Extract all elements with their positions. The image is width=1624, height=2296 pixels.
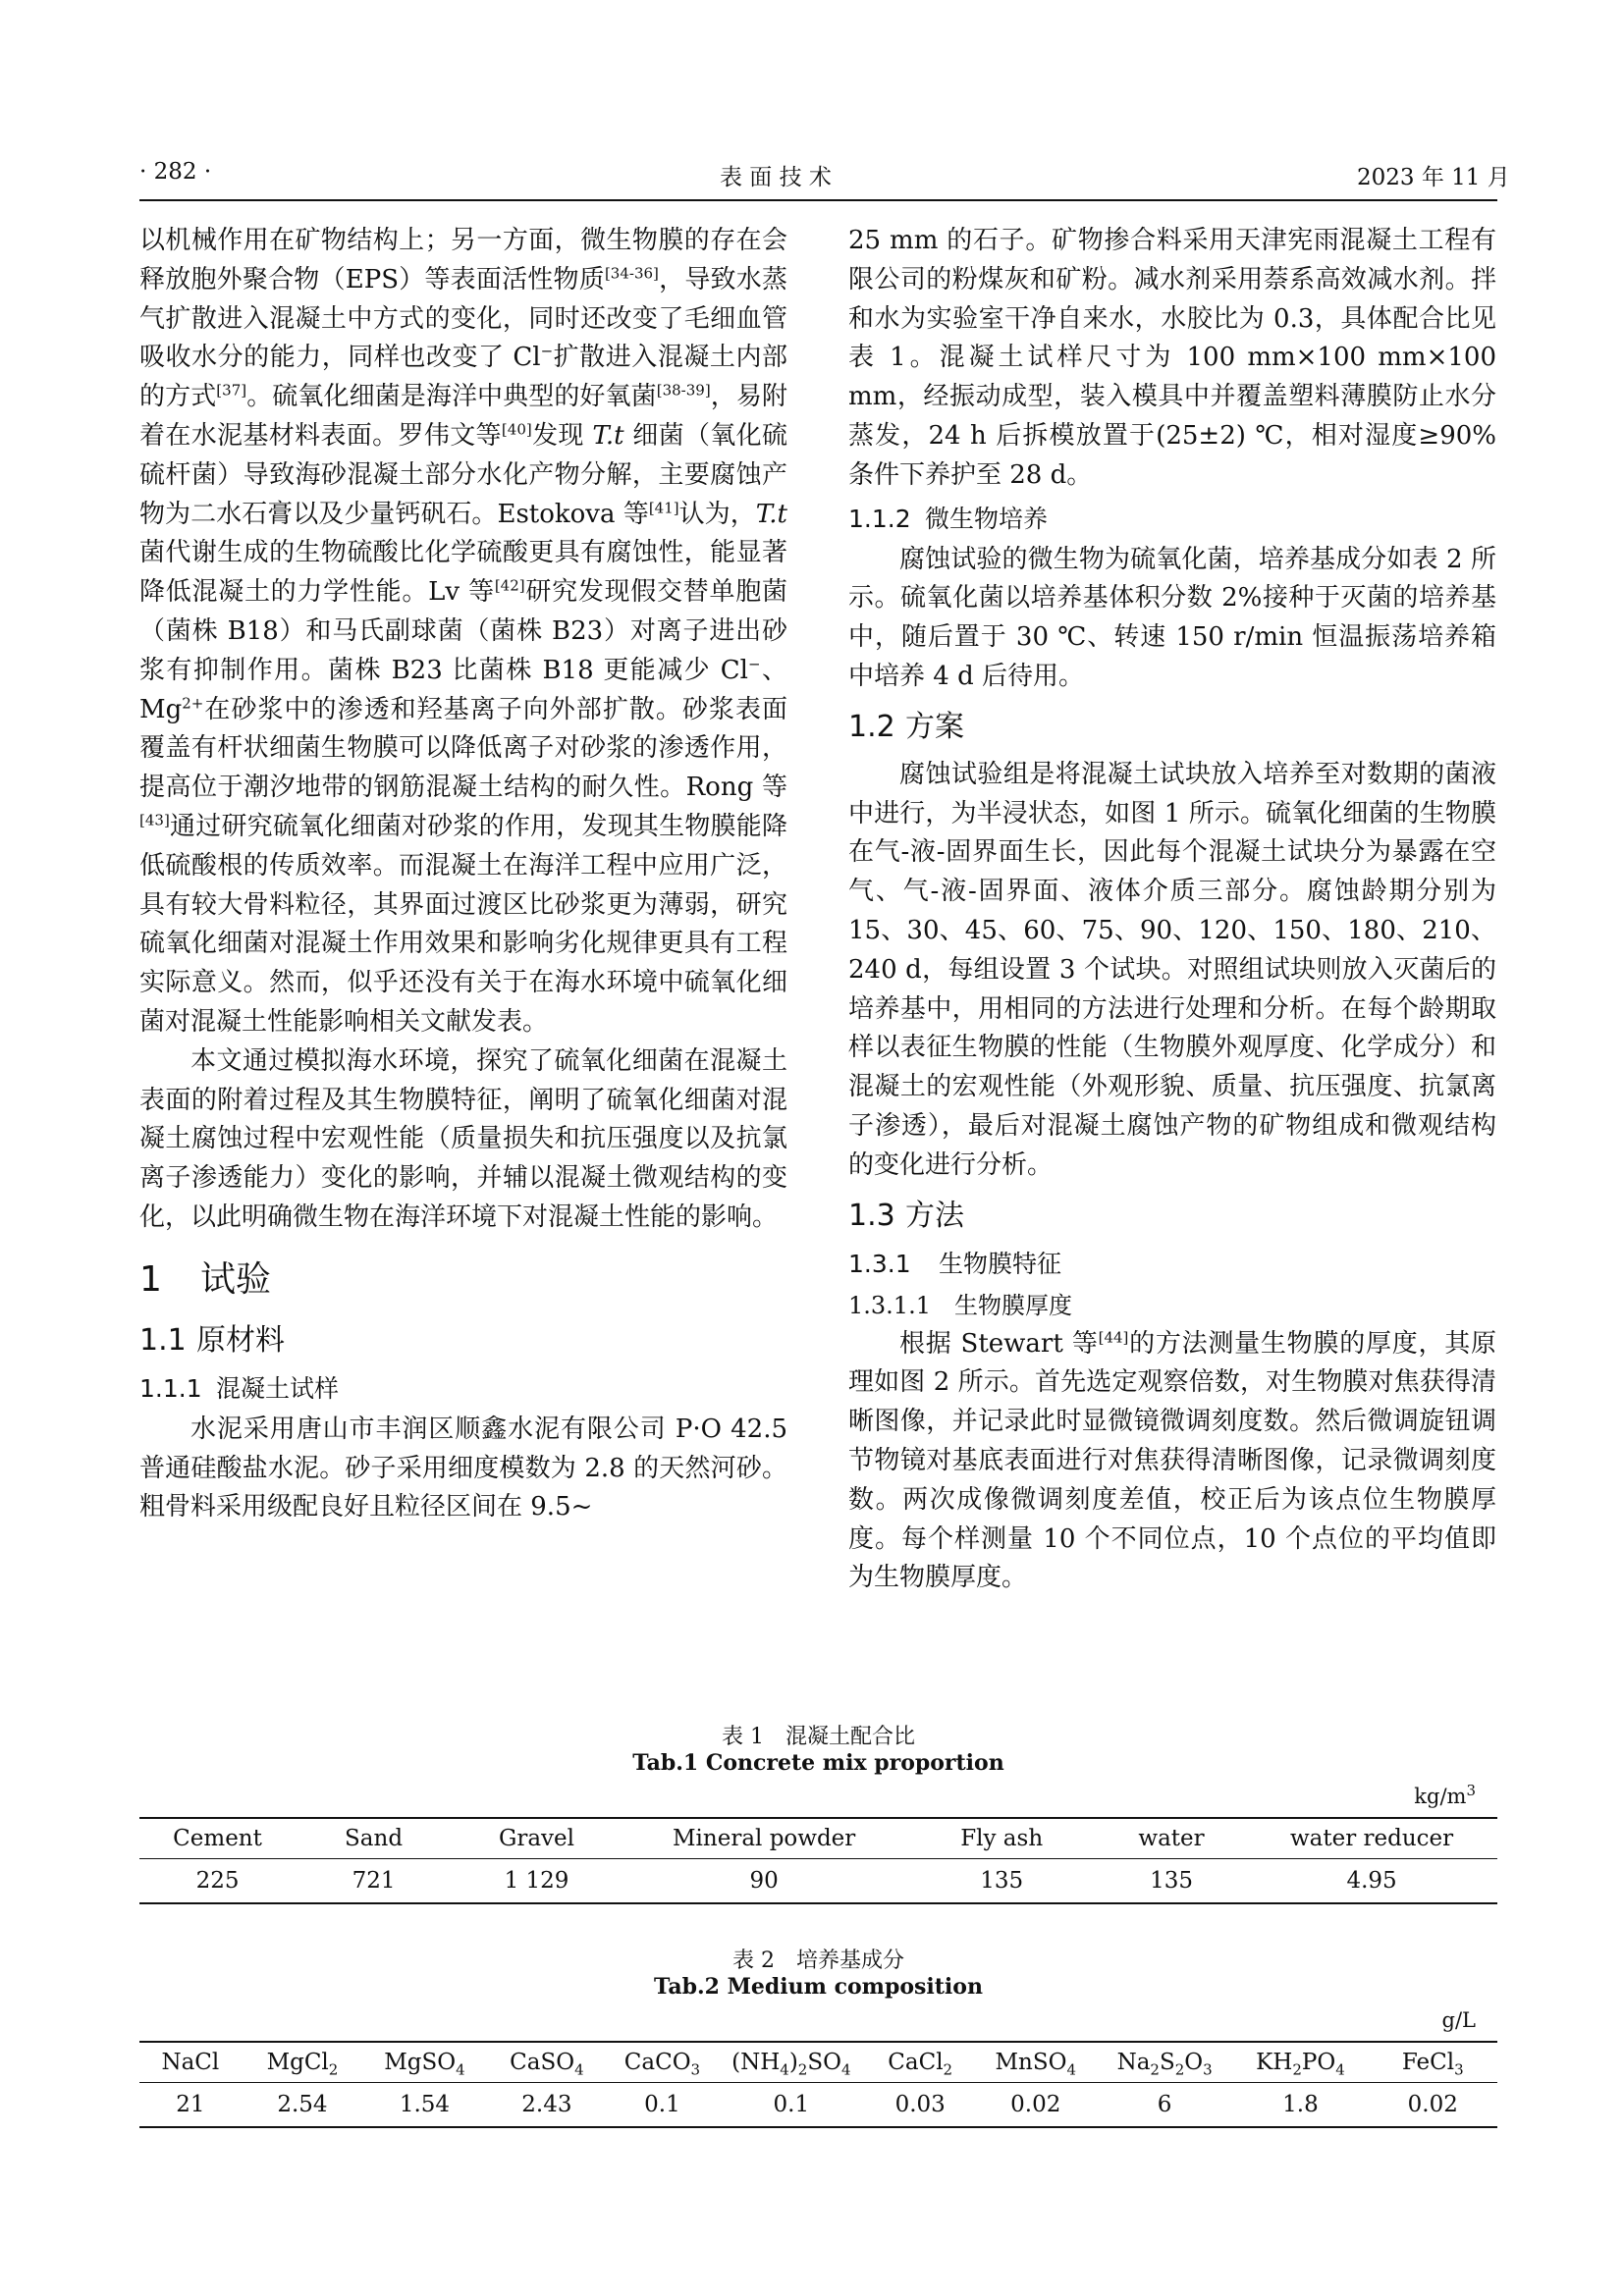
table-cell: 6 xyxy=(1097,2083,1232,2128)
table-cell: 0.1 xyxy=(717,2083,866,2128)
table-2-grid xyxy=(139,2041,1497,2128)
table-cell: 0.1 xyxy=(608,2083,717,2128)
section-heading-1-1-1: 1.1.1 混凝土试样 xyxy=(139,1373,340,1403)
table-cell: 2.43 xyxy=(486,2083,608,2128)
table-header-cell: $(NH_4)_2SO_4$ xyxy=(717,2042,866,2083)
table-header-cell: water xyxy=(1097,1818,1246,1859)
table-cell: 0.02 xyxy=(1369,2083,1497,2128)
table-cell: 1 129 xyxy=(452,1859,622,1904)
table-cell: 2.54 xyxy=(242,2083,363,2128)
table-1-caption-zh: 表 1 混凝土配合比 xyxy=(722,1725,915,1749)
table-header-cell: MgCl$_2$ xyxy=(242,2042,363,2083)
table-1-caption-en: Tab.1 Concrete mix proportion xyxy=(632,1750,1004,1776)
table-header-cell: NaCl xyxy=(139,2042,242,2083)
table-cell: 225 xyxy=(139,1859,296,1904)
header-rule xyxy=(139,199,1497,201)
citation: [38-39] xyxy=(656,381,711,400)
table-header-cell: CaSO$_4$ xyxy=(486,2042,608,2083)
table-header-row xyxy=(139,1818,1497,1859)
table-cell: 135 xyxy=(906,1859,1097,1904)
section-heading-1: 1 试验 xyxy=(139,1258,272,1300)
right-paragraph-4: 根据 Stewart 等[44]的方法测量生物膜的厚度，其原理如图 2 所示。首先选定观察倍数，对生物膜对焦获得清晰图像，并记录此时显微镜微调刻度数。然后微调旋钮调节物镜对基底表面进行对焦获得清晰图像，记录微调刻度数。两次成像微调刻度差值，校正后为该点位生物膜厚度。每个样测量 10 个不同位点，10 个点位的平均值即为生物膜厚度。 xyxy=(848,1327,1496,1593)
table-header-cell: CaCO$_3$ xyxy=(608,2042,717,2083)
table-2-unit: g/L xyxy=(1441,2008,1476,2032)
section-heading-1-3-1-1: 1.3.1.1 生物膜厚度 xyxy=(848,1291,1072,1319)
left-paragraph-3: 水泥采用唐山市丰润区顺鑫水泥有限公司 P·O 42.5 普通硅酸盐水泥。砂子采用细度模数为 2.8 的天然河砂。粗骨料采用级配良好且粒径区间在 9.5~ xyxy=(139,1414,787,1522)
table-header-cell: MgSO$_4$ xyxy=(363,2042,485,2083)
right-column xyxy=(848,222,1496,1598)
table-header-cell: Cement xyxy=(139,1818,296,1859)
table-cell: 0.02 xyxy=(975,2083,1097,2128)
right-paragraph-1: 25 mm 的石子。矿物掺合料采用天津宪雨混凝土工程有限公司的粉煤灰和矿粉。减水剂采用萘系高效减水剂。拌和水为实验室干净自来水，水胶比为 0.3，具体配合比见表 1。混凝土试样尺寸为 100 mm×100 mm×100 mm，经振动成型，装入模具中并覆盖塑料薄膜防止水分蒸发，24 h 后拆模放置于(25±2) ℃，相对湿度≥90%条件下养护至 28 d。 xyxy=(848,226,1496,490)
issue-date: 2023 年 11 月 xyxy=(1357,165,1510,190)
table-1-grid xyxy=(139,1817,1497,1904)
section-heading-1-2: 1.2 方案 xyxy=(848,709,964,744)
journal-title: 表 面 技 术 xyxy=(720,165,832,190)
table-header-cell: water reducer xyxy=(1246,1818,1497,1859)
table-header-cell: $Na_2S_2O_3$ xyxy=(1097,2042,1232,2083)
table-cell: 1.8 xyxy=(1232,2083,1368,2128)
table-cell: 21 xyxy=(139,2083,242,2128)
table-header-cell: MnSO$_4$ xyxy=(975,2042,1097,2083)
table-cell: 1.54 xyxy=(363,2083,485,2128)
table-row xyxy=(139,1859,1497,1904)
left-paragraph-1: 以机械作用在矿物结构上；另一方面，微生物膜的存在会释放胞外聚合物（EPS）等表面活性物质[34-36]，导致水蒸气扩散进入混凝土中方式的变化，同时还改变了毛细血管吸收水分的能力，同样也改变了 Cl−扩散进入混凝土内部的方式[37]。硫氧化细菌是海洋中典型的好氧菌[38-39]，易附着在水泥基材料表面。罗伟文等[40]发现 T.t 细菌（氧化硫硫杆菌）导致海砂混凝土部分水化产物分解，主要腐蚀产物为二水石膏以及少量钙矾石。Estokova 等[41]认为，T.t 菌代谢生成的生物硫酸比化学硫酸更具有腐蚀性，能显著降低混凝土的力学性能。Lv 等[42]研究发现假交替单胞菌（菌株 B18）和马氏副球菌（菌株 B23）对离子进出砂浆有抑制作用。菌株 B23 比菌株 B18 更能减少 Cl−、$Mg^{2+}$在砂浆中的渗透和羟基离子向外部扩散。砂浆表面覆盖有杆状细菌生物膜可以降低离子对砂浆的渗透作用，提高位于潮汐地带的钢筋混凝土结构的耐久性。Rong 等[43]通过研究硫氧化细菌对砂浆的作用，发现其生物膜能降低硫酸根的传质效率。而混凝土在海洋工程中应用广泛，具有较大骨料粒径，其界面过渡区比砂浆更为薄弱，研究硫氧化细菌对混凝土作用效果和影响劣化规律更具有工程实际意义。然而，似乎还没有关于在海水环境中硫氧化细菌对混凝土性能影响相关文献发表。 xyxy=(139,226,787,1037)
table-2-caption-en: Tab.2 Medium composition xyxy=(654,1974,983,2000)
table-cell: 90 xyxy=(622,1859,906,1904)
citation: [34-36] xyxy=(604,264,659,283)
table-1 xyxy=(139,1720,1497,1904)
table-row xyxy=(139,2083,1497,2128)
page-number: · 282 · xyxy=(139,159,212,185)
section-heading-1-3: 1.3 方法 xyxy=(848,1198,964,1233)
citation: [41] xyxy=(648,498,679,516)
right-paragraph-2: 腐蚀试验的微生物为硫氧化菌，培养基成分如表 2 所示。硫氧化菌以培养基体积分数 2%接种于灭菌的培养基中，随后置于 30 ℃、转速 150 r/min 恒温振荡培养箱中培养 4 d 后待用。 xyxy=(848,544,1496,691)
table-2 xyxy=(139,1944,1497,2128)
table-header-cell: Mineral powder xyxy=(622,1818,906,1859)
table-2-caption-zh: 表 2 培养基成分 xyxy=(732,1949,904,1973)
left-column xyxy=(139,222,787,1527)
citation: [40] xyxy=(501,420,532,439)
table-cell: 4.95 xyxy=(1246,1859,1497,1904)
table-header-cell: Sand xyxy=(296,1818,452,1859)
table-cell: 721 xyxy=(296,1859,452,1904)
table-header-cell: FeCl$_3$ xyxy=(1369,2042,1497,2083)
table-cell: 135 xyxy=(1097,1859,1246,1904)
table-header-cell: CaCl$_2$ xyxy=(866,2042,975,2083)
table-1-unit: $kg/m^3$ xyxy=(1414,1782,1476,1808)
table-header-cell: Gravel xyxy=(452,1818,622,1859)
citation: [43] xyxy=(139,811,170,829)
section-heading-1-1: 1.1 原材料 xyxy=(139,1322,285,1358)
section-heading-1-3-1: 1.3.1 生物膜特征 xyxy=(848,1249,1062,1278)
citation: [42] xyxy=(494,576,525,595)
left-paragraph-2: 本文通过模拟海水环境，探究了硫氧化细菌在混凝土表面的附着过程及其生物膜特征，阐明了硫氧化细菌对混凝土腐蚀过程中宏观性能（质量损失和抗压强度以及抗氯离子渗透能力）变化的影响，并辅以混凝土微观结构的变化，以此明确微生物在海洋环境下对混凝土性能的影响。 xyxy=(139,1045,787,1232)
table-header-cell: Fly ash xyxy=(906,1818,1097,1859)
table-header-cell: $KH_2PO_4$ xyxy=(1232,2042,1368,2083)
table-header-row xyxy=(139,2042,1497,2083)
citation: [37] xyxy=(216,381,247,400)
citation: [44] xyxy=(1098,1327,1129,1346)
section-heading-1-1-2: 1.1.2 微生物培养 xyxy=(848,504,1049,533)
right-paragraph-3: 腐蚀试验组是将混凝土试块放入培养至对数期的菌液中进行，为半浸状态，如图 1 所示。硫氧化细菌的生物膜在气-液-固界面生长，因此每个混凝土试块分为暴露在空气、气-液-固界面、液体介质三部分。腐蚀龄期分别为 15、30、45、60、75、90、120、150、180、210、240 d，每组设置 3 个试块。对照组试块则放入灭菌后的培养基中，用相同的方法进行处理和分析。在每个龄期取样以表征生物膜的性能（生物膜外观厚度、化学成分）和混凝土的宏观性能（外观形貌、质量、抗压强度、抗氯离子渗透），最后对混凝土腐蚀产物的矿物组成和微观结构的变化进行分析。 xyxy=(848,759,1496,1180)
table-cell: 0.03 xyxy=(866,2083,975,2128)
